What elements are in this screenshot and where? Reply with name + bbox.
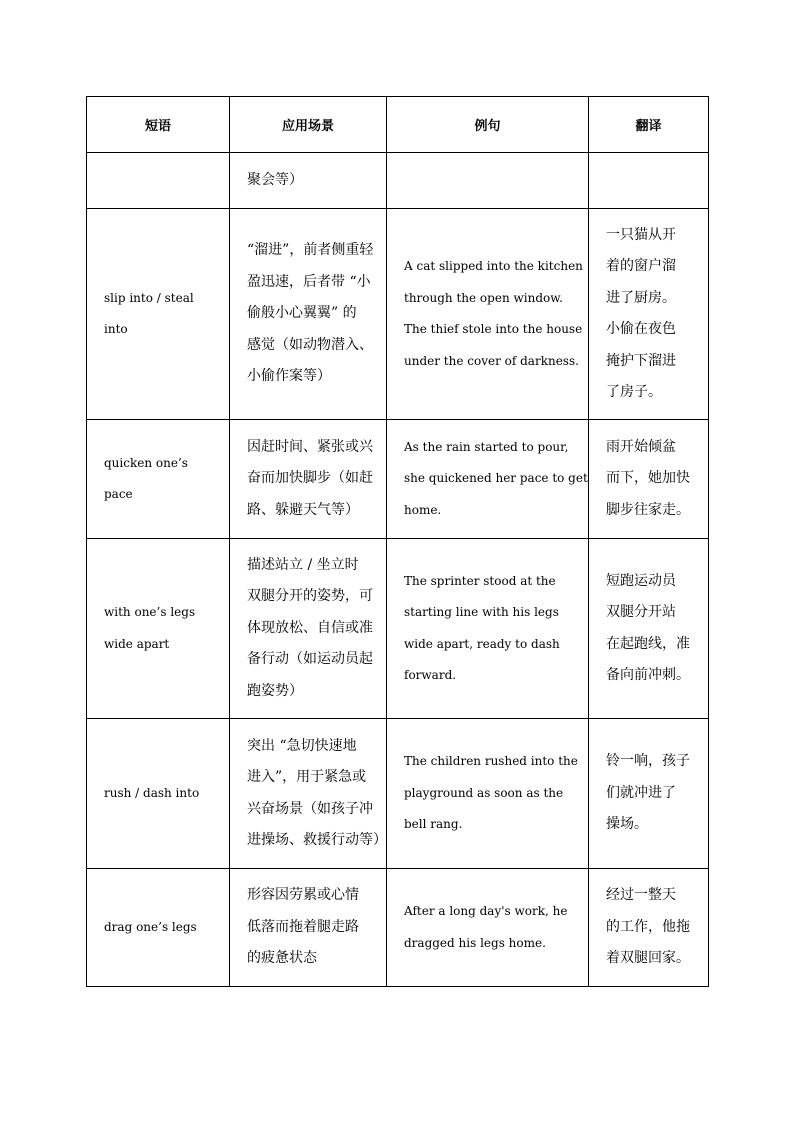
translation-cell-line: 着双腿回家。 [606,950,690,967]
example-cell [387,420,589,539]
scene-cell [230,719,387,869]
scene-cell-line: “溜进”，前者侧重轻 [247,242,374,259]
phrase-cell-line: drag one’s legs [104,919,197,934]
translation-cell [589,209,709,420]
translation-cell-line: 雨开始倾盆 [606,438,676,455]
example-cell-line: dragged his legs home. [404,935,546,950]
example-cell-line: through the open window. [404,290,563,305]
scene-cell-line: 偷般小心翼翼” 的 [247,305,357,322]
phrase-cell [87,539,230,719]
example-cell-line: starting line with his legs [404,605,559,619]
scene-cell-line: 聚会等） [247,171,303,188]
translation-cell-line: 操场。 [606,816,648,833]
example-cell-line: forward. [404,668,457,682]
example-cell-line: she quickened her pace to get [404,471,588,486]
scene-cell [230,209,387,420]
header-row [87,97,709,153]
translation-cell-line: 的工作，他拖 [606,918,690,935]
scene-cell [230,869,387,987]
example-cell-line: After a long day's work, he [404,904,568,918]
translation-cell-line: 们就冲进了 [606,784,676,801]
translation-cell-line: 了房子。 [606,384,662,400]
translation-cell-line: 脚步往家走。 [606,501,690,518]
scene-cell-line: 双腿分开的姿势，可 [247,588,373,605]
table-row [87,869,709,987]
example-cell [387,209,589,420]
example-cell-line: The thief stole into the house [404,322,583,336]
translation-cell-line: 进了厨房。 [606,289,676,306]
phrase-cell [87,209,230,420]
example-cell-line: playground as soon as the [404,785,564,800]
translation-cell-line: 而下，她加快 [606,470,690,487]
phrase-cell [87,869,230,987]
phrase-cell-line: quicken one’s [104,455,188,470]
scene-cell-line: 小偷作案等） [247,368,331,385]
scene-cell-line: 奋而加快脚步（如赶 [247,470,373,487]
translation-cell-line: 经过一整天 [606,887,676,904]
scene-cell-line: 备行动（如运动员起 [247,651,373,668]
phrase-cell-line: slip into / steal [104,290,194,305]
translation-cell [589,539,709,719]
translation-cell-line: 铃一响，孩子 [606,753,690,770]
scene-cell [230,153,387,209]
table-row [87,539,709,719]
translation-cell-line: 在起跑线，准 [606,635,690,652]
scene-cell-line: 突出 “急切快速地 [247,737,357,754]
translation-cell [589,869,709,987]
phrase-cell [87,719,230,869]
scene-cell-line: 低落而拖着腿走路 [247,918,359,935]
scene-cell [230,539,387,719]
scene-cell-line: 盈迅速，后者带 “小 [247,273,371,290]
scene-cell-line: 路、躲避天气等） [247,501,359,518]
translation-cell-line: 短跑运动员 [606,572,676,589]
example-cell-line: bell rang. [404,817,463,832]
phrase-table [86,96,709,987]
example-cell [387,153,589,209]
example-cell [387,539,589,719]
example-cell-line: A cat slipped into the kitchen [404,259,583,273]
example-cell-line: The sprinter stood at the [404,573,556,588]
header-scene: 应用场景 [230,97,387,153]
example-cell-line: under the cover of darkness. [404,353,579,368]
translation-cell-line: 备向前冲刺。 [606,667,690,683]
header-phrase: 短语 [87,97,230,153]
table-body [87,153,709,987]
table-row [87,719,709,869]
header-translation: 翻译 [589,97,709,153]
scene-cell-line: 形容因劳累或心情 [247,887,359,904]
translation-cell-line: 一只猫从开 [606,226,676,243]
translation-cell-line: 掩护下溜进 [606,352,676,369]
translation-cell-line: 小偷在夜色 [606,321,676,337]
translation-cell [589,153,709,209]
phrase-cell-line: wide apart [104,636,170,651]
scene-cell-line: 兴奋场景（如孩子冲 [247,800,373,817]
example-cell-line: wide apart, ready to dash [404,636,560,651]
example-cell [387,869,589,987]
table-row [87,153,709,209]
phrase-cell-line: into [104,322,128,336]
phrase-cell [87,153,230,209]
example-cell-line: home. [404,502,442,517]
scene-cell-line: 描述站立 / 坐立时 [247,556,359,573]
scene-cell-line: 因赶时间、紧张或兴 [247,438,373,455]
translation-cell [589,420,709,539]
phrase-cell [87,420,230,539]
scene-cell-line: 体现放松、自信或准 [247,619,373,636]
scene-cell-line: 跑姿势） [247,682,303,699]
table-row [87,420,709,539]
phrase-cell-line: pace [104,487,133,501]
translation-cell-line: 双腿分开站 [606,604,676,620]
scene-cell-line: 进入”，用于紧急或 [247,769,367,785]
translation-cell-line: 着的窗户溜 [606,258,676,274]
example-cell [387,719,589,869]
phrase-cell-line: with one’s legs [104,605,196,619]
header-example: 例句 [387,97,589,153]
translation-cell [589,719,709,869]
example-cell-line: The children rushed into the [404,754,578,769]
scene-cell-line: 的疲惫状态 [247,950,317,967]
scene-cell [230,420,387,539]
scene-cell-line: 感觉（如动物潜入、 [247,336,373,353]
scene-cell-line: 进操场、救援行动等） [247,832,387,848]
example-cell-line: As the rain started to pour, [404,439,569,454]
table-row [87,209,709,420]
phrase-cell-line: rush / dash into [104,785,200,800]
